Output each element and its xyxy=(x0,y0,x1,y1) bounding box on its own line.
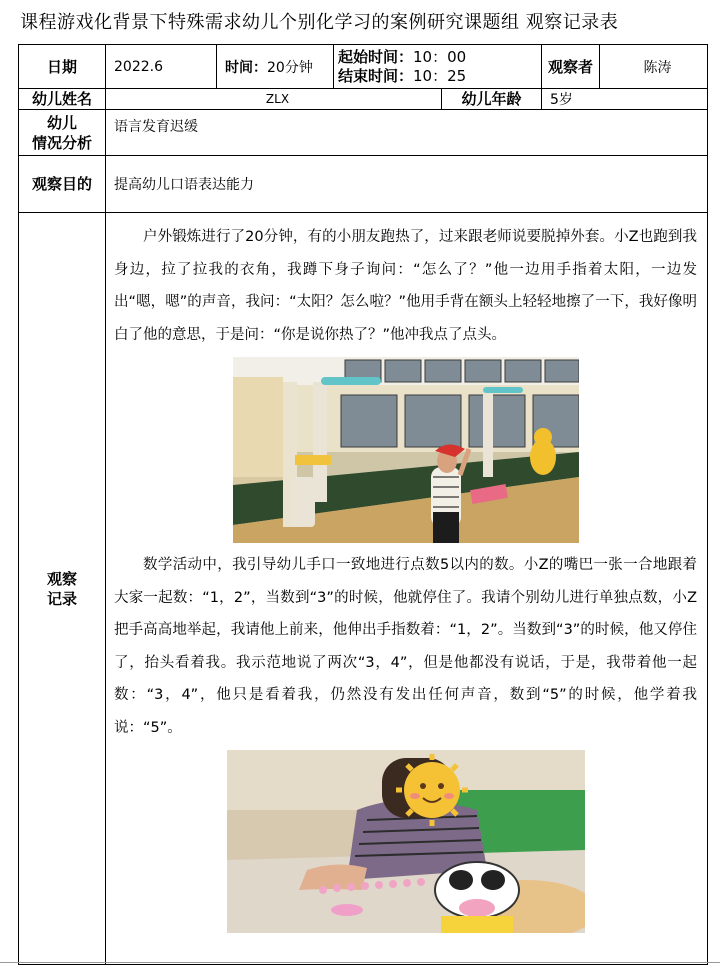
observer-label: 观察者 xyxy=(542,45,600,89)
photo-outdoor-child xyxy=(233,357,579,543)
duration-label: 时间： xyxy=(225,59,267,76)
end-time: 结束时间：10：25 xyxy=(338,66,467,85)
record-paragraph-1: 户外锻炼进行了20分钟，有的小朋友跑热了，过来跟老师说要脱掉外套。小Z也跑到我身边，拉了拉我的衣角，我蹲下身子询问：“怎么了？”他一边用手指着太阳，一边发出“嗯，嗯”的声音，我问：“太阳？怎么啦？”他用手背在额头上轻轻地擦了一下，我好像明白了他的意思，于是问：“你是说你热了？”他冲我点了点头。 xyxy=(114,229,698,343)
page-bottom-divider xyxy=(0,962,720,963)
photo-math-activity xyxy=(227,750,585,933)
record-content xyxy=(106,213,708,965)
page-title: 课程游戏化背景下特殊需求幼儿个别化学习的案例研究课题组 观察记录表 xyxy=(20,12,619,33)
duration-cell xyxy=(217,45,334,89)
duration-value: 20分钟 xyxy=(267,59,313,76)
date-value: 2022.6 xyxy=(106,45,217,89)
purpose-label: 观察目的 xyxy=(19,156,106,213)
start-time: 起始时间：10：00 xyxy=(338,47,467,66)
analysis-label: 幼儿 情况分析 xyxy=(19,110,106,156)
time-range-cell xyxy=(334,45,542,89)
analysis-value: 语言发育迟缓 xyxy=(106,110,708,156)
child-name-label: 幼儿姓名 xyxy=(19,89,106,110)
record-paragraph-2: 数学活动中，我引导幼儿手口一致地进行点数5以内的数。小Z的嘴巴一张一合地跟着大家一起数：“1，2”，当数到“3”的时候，他就停住了。我请个别幼儿进行单独点数，小Z把手高高地举起，我请他上前来，他伸出手指数着：“1，2”。当数到“3”的时候，他又停住了，抬头看着我。我示范地说了两次“3，4”，但是他都没有说话，于是，我带着他一起数：“3，4”，他只是看着我，仍然没有发出任何声音，数到“5”的时候，他学着我说：“5”。 xyxy=(114,557,698,736)
child-age-label: 幼儿年龄 xyxy=(442,89,542,110)
purpose-value: 提高幼儿口语表达能力 xyxy=(106,156,708,213)
child-age-value: 5岁 xyxy=(542,89,708,110)
date-label: 日期 xyxy=(19,45,106,89)
observation-table xyxy=(18,44,708,965)
record-label: 观察 记录 xyxy=(19,213,106,965)
observer-value: 陈涛 xyxy=(600,45,708,89)
child-name-value: ZLX xyxy=(106,89,442,110)
